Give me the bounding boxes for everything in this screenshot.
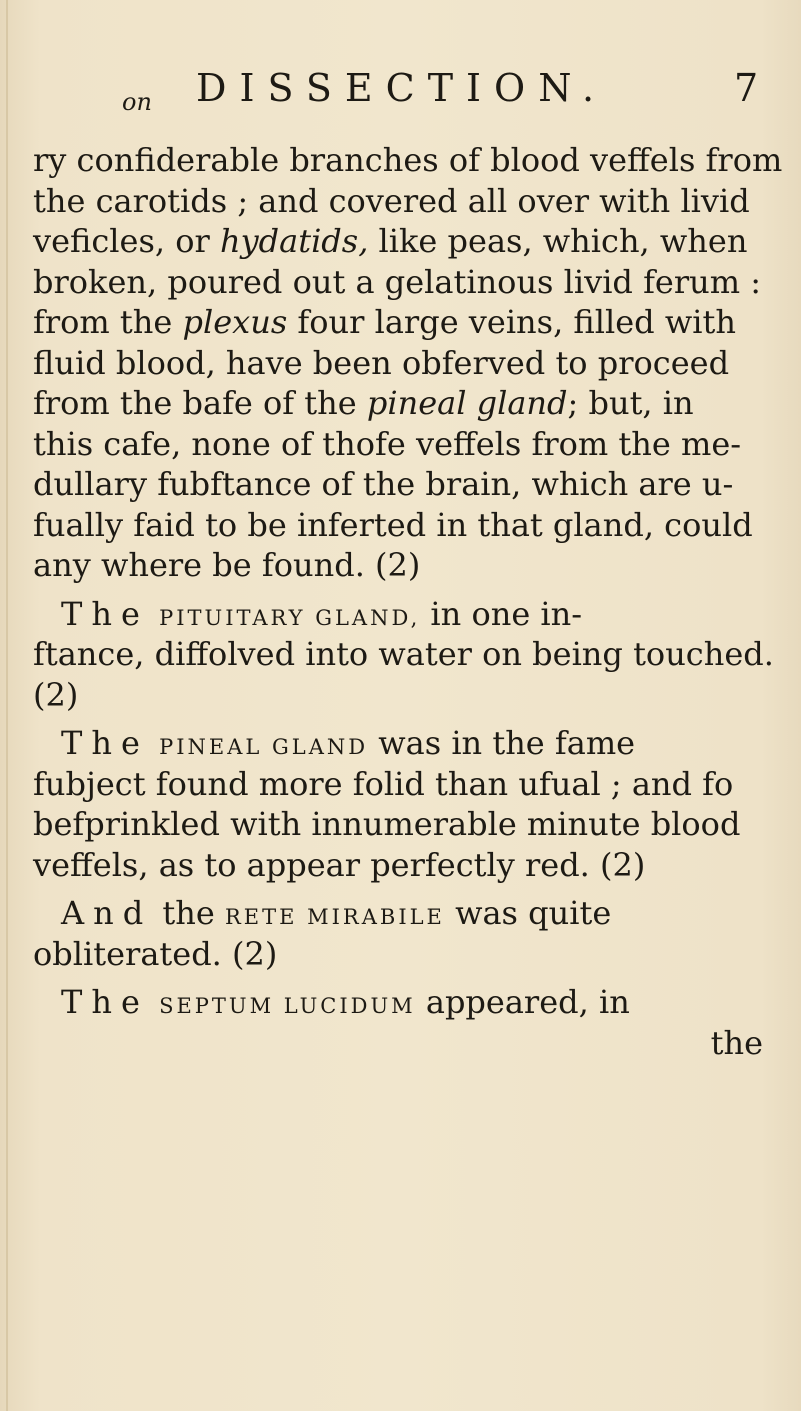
text-run: veficles, or	[33, 222, 220, 260]
italic-term: pineal gland	[366, 384, 568, 422]
text-line	[33, 221, 773, 262]
paragraph-gap	[33, 974, 773, 982]
text-line: (2)	[33, 675, 79, 714]
text-run: ; but, in	[567, 384, 694, 422]
text-run: from the bafe of the	[33, 384, 367, 422]
italic-term: hydatids,	[219, 222, 369, 260]
text-line: fually faid to be inferted in that gland, could	[33, 505, 753, 544]
lead-word: The	[61, 724, 149, 762]
lead-word: The	[61, 594, 149, 633]
text-line: obliterated. (2)	[33, 934, 278, 973]
text-line: ftance, diffolved into water on being touched.	[33, 635, 774, 673]
page-gutter	[6, 0, 8, 1411]
text-run: like peas, which, when	[368, 222, 748, 260]
text-line	[33, 594, 773, 635]
lead-word: The	[61, 983, 149, 1021]
paragraph-4	[33, 893, 773, 974]
text-line: dullary fubftance of the brain, which are u-	[33, 465, 734, 503]
text-line	[33, 982, 773, 1023]
text-line	[33, 383, 773, 424]
italic-term: plexus	[182, 303, 288, 341]
running-header	[0, 66, 801, 126]
text-run: the	[152, 894, 225, 932]
header-prefix: on	[122, 88, 152, 116]
text-line: fluid blood, have been obferved to proceed	[33, 343, 730, 382]
page-number: 7	[734, 66, 759, 110]
text-line: befprinkled with innumerable minute blood	[33, 805, 741, 843]
text-run: was quite	[444, 894, 612, 932]
small-caps-term: PITUITARY GLAND,	[159, 605, 421, 630]
text-line: this cafe, none of thofe veffels from the me-	[33, 424, 742, 463]
header-title: DISSECTION.	[196, 66, 608, 110]
text-run: was in the fame	[368, 724, 636, 762]
small-caps-term: SEPTUM LUCIDUM	[159, 994, 416, 1018]
paragraph-gap	[33, 586, 773, 594]
paragraph-3	[33, 723, 773, 885]
text-line	[33, 723, 773, 764]
paragraph-1	[33, 140, 783, 586]
body-text	[33, 140, 783, 1063]
text-line: broken, poured out a gelatinous livid ferum :	[33, 262, 762, 301]
text-line: fubject found more folid than ufual ; and fo	[33, 764, 734, 803]
paragraph-2	[33, 594, 773, 716]
text-line: the carotids ; and covered all over with livid	[33, 181, 750, 220]
catchword: the	[710, 1023, 763, 1062]
text-run: four large veins, filled with	[287, 303, 736, 341]
paragraph-gap	[33, 715, 773, 723]
text-line	[33, 302, 773, 343]
text-run: from the	[33, 303, 183, 341]
paragraph-gap	[33, 885, 773, 893]
text-line: any where be found. (2)	[33, 546, 421, 584]
paragraph-5	[33, 982, 773, 1063]
small-caps-term: PINEAL GLAND	[159, 735, 369, 759]
small-caps-term: RETE MIRABILE	[224, 905, 445, 929]
text-line: ry confiderable branches of blood veffels from	[33, 141, 783, 179]
lead-word: And	[61, 894, 153, 932]
text-line	[33, 893, 773, 934]
text-run: in one in-	[420, 594, 583, 633]
text-line: veffels, as to appear perfectly red. (2)	[33, 845, 646, 884]
text-run: appeared, in	[415, 983, 630, 1021]
